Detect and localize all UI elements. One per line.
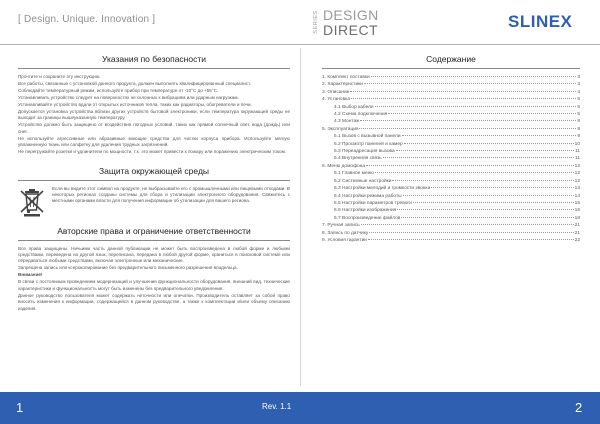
toc-title: Содержание xyxy=(426,54,476,64)
toc-entry-title: 6.5 Настройки параметров тревоги xyxy=(334,200,412,206)
toc-leader-dots xyxy=(361,224,574,225)
toc-leader-dots xyxy=(388,113,576,114)
toc-leader-dots xyxy=(371,76,577,77)
right-page xyxy=(322,52,580,244)
toc-entry[interactable] xyxy=(322,185,580,192)
env-title: Защита окружающей среды xyxy=(98,165,210,176)
toc-entry-title: 5.3 Переадресация вызова xyxy=(334,149,395,155)
toc-entry-title: 1. Комплект поставки xyxy=(322,75,370,80)
toc-entry[interactable] xyxy=(322,170,580,177)
toc-leader-dots xyxy=(369,232,573,233)
toc-entry-page: 14 xyxy=(574,193,580,199)
toc-leader-dots xyxy=(375,106,577,107)
toc-entry-page: 3 xyxy=(577,75,580,80)
paragraph: Данное руководство пользователя может содержать неточности или опечатки. Производитель оставляет за собой право вносить изменения к информации, содержащейся в данном руководстве, а также к комплектации и/или объему описанию изделия. xyxy=(18,292,290,311)
env-text: Если вы видите этот символ на продукте, не выбрасывайте его с промышленными или пищевыми отходами. В некоторых регионах созданы системы для сбора и утилизации электронного оборудования. Свяжитесь с местными органами власти для получения информации об утилизации для вашего региона. xyxy=(52,185,290,204)
toc-leader-dots xyxy=(413,202,574,203)
toc-entry-page: 5 xyxy=(577,104,580,110)
toc-leader-dots xyxy=(392,180,573,181)
toc-entry-page: 8 xyxy=(577,119,580,125)
toc-leader-dots xyxy=(404,143,574,144)
toc-leader-dots xyxy=(383,157,574,158)
paragraph: Устройство должно быть защищено от воздействия погодных условий, таких как прямой солнечный свет, вода (дождь) или снег. xyxy=(18,122,290,134)
toc-entry-title: 9. Условия гарантии xyxy=(322,237,367,243)
toc-entry[interactable] xyxy=(322,222,580,229)
toc-entry[interactable] xyxy=(322,237,580,244)
toc-leader-dots xyxy=(402,135,577,136)
toc-entry-page: 12 xyxy=(574,171,580,177)
paragraph: Запрещена запись или ксерокопирование без предварительного письменного разрешения владельца. xyxy=(18,265,238,271)
tagline: [ Design. Unique. Innovation ] xyxy=(18,14,156,25)
paragraph: Не перегружайте розетки и удлинители по мощности, т.к. это может привести к пожару или поражению электрическим током. xyxy=(18,149,287,155)
toc-entry[interactable] xyxy=(322,155,580,162)
toc-entry[interactable] xyxy=(322,193,580,200)
paragraph: Соблюдайте температурный режим, используйте прибор при температуре от -10°С до +55°С. xyxy=(18,88,219,93)
page-footer xyxy=(0,392,600,424)
toc-entry-title: 6.1 Главное меню xyxy=(334,171,374,177)
toc-entry-page: 9 xyxy=(577,126,580,132)
paragraph: Допускается установка устройства вблизи других устройств бытовой электроники, если температура окружающей среды не выходит за границы вышеуказанную температуру. xyxy=(18,109,290,121)
toc-entry[interactable] xyxy=(322,118,580,125)
toc-entry-page: 21 xyxy=(574,230,580,236)
page-number-right: 2 xyxy=(575,400,583,415)
paragraph: Не используйте агрессивные или абразивные моющие средства для чистки корпуса прибора. Используйте мягкую увлажненную ткань или салфетку для удаления трудных загрязнений. xyxy=(18,135,290,148)
toc-leader-dots xyxy=(359,128,576,129)
toc-entry-title: 2. Характеристики xyxy=(322,82,363,88)
left-page xyxy=(18,52,290,313)
toc-entry-page: 15 xyxy=(574,200,580,206)
toc-entry-title: 4.3 Монтаж xyxy=(334,119,360,125)
toc-entry-page: 5 xyxy=(577,97,580,103)
toc-entry-page: 11 xyxy=(575,156,580,162)
toc-entry-page: 12 xyxy=(574,178,580,184)
toc-entry-title: 4.1 Выбор кабеля xyxy=(334,104,374,110)
toc-entry-title: 4.2 Схема подключения xyxy=(334,112,388,118)
rights-text xyxy=(18,246,290,312)
toc-entry-title: 5. Эксплуатация xyxy=(322,126,359,132)
safety-title-rule xyxy=(18,68,290,69)
paragraph: Прочтите и сохраните эту инструкцию. xyxy=(18,74,101,79)
toc-leader-dots xyxy=(396,150,574,151)
toc-entry[interactable] xyxy=(322,133,580,140)
env-title-rule xyxy=(18,180,290,181)
toc-entry-title: 8. Запись по датчику xyxy=(322,230,369,236)
toc-entry-title: 7. Ручная запись xyxy=(322,223,360,229)
toc-entry-title: 5.1 Вызов с вызывной панели xyxy=(334,134,401,140)
toc-entry[interactable] xyxy=(322,81,580,88)
series-logo xyxy=(311,5,378,39)
toc-entry[interactable] xyxy=(322,111,580,118)
toc-entry-page: 5 xyxy=(577,112,580,118)
toc-entry[interactable] xyxy=(322,215,580,222)
toc-leader-dots xyxy=(403,195,574,196)
toc-entry-page: 11 xyxy=(575,149,580,155)
toc-entry-page: 4 xyxy=(577,89,580,95)
toc-entry-page: 13 xyxy=(574,186,580,192)
toc-entry[interactable] xyxy=(322,126,580,133)
paragraph: В связи с постоянным проведением модернизаций и улучшения функциональности оборудования, внешний вид, технические характеристики и функциональность могут быть изменены без предварительного уведомления. xyxy=(18,279,290,291)
toc-entry[interactable] xyxy=(322,104,580,111)
toc-leader-dots xyxy=(401,217,573,218)
toc-leader-dots xyxy=(368,239,574,240)
toc-leader-dots xyxy=(366,165,574,166)
toc-leader-dots xyxy=(397,209,573,210)
paragraph: Устанавливайте устройство вдали от открытых источников тепла, таких как радиаторы, обогреватели и печи. xyxy=(18,102,252,107)
toc-leader-dots xyxy=(350,91,576,92)
toc-entry[interactable] xyxy=(322,141,580,148)
toc-entry[interactable] xyxy=(322,96,580,103)
toc-title-rule xyxy=(322,68,580,69)
toc-entry-page: 9 xyxy=(577,134,580,140)
safety-title: Указания по безопасности xyxy=(101,54,206,64)
series-vertical-label: SERIES xyxy=(312,10,319,34)
rights-title: Авторские права и ограничение ответственности xyxy=(57,225,251,236)
toc-entry-title: 6.4 Настройки режима работы xyxy=(334,193,402,199)
toc-entry[interactable] xyxy=(322,148,580,155)
toc-entry-page: 3 xyxy=(577,82,580,88)
toc-entry-title: 3. Описание xyxy=(322,89,350,95)
toc-leader-dots xyxy=(375,172,574,173)
toc-entry-title: 6.7 Воспроизведение файлов xyxy=(334,215,401,221)
toc-entry[interactable] xyxy=(322,74,580,81)
toc-entry[interactable] xyxy=(322,89,580,96)
paragraph: Внимание! xyxy=(18,272,43,278)
brand-logo: SLINEX xyxy=(508,12,573,31)
toc-entry-page: 12 xyxy=(574,163,580,169)
toc-list xyxy=(322,74,580,244)
page-header xyxy=(0,0,600,46)
toc-leader-dots xyxy=(351,98,576,99)
safety-text xyxy=(18,74,290,156)
paragraph: Все права защищены. Ничьими часть данной публикации не может быть воспроизведена в любой форме и любыми средствами, переведена на другой язык, переписана, передана в любой другой форме, храниться в поисковой системе или передаваться любыми средствами, включая электронные или механические. xyxy=(18,245,290,264)
rights-title-rule xyxy=(18,240,290,241)
toc-entry-title: 4. Установка xyxy=(322,97,351,103)
toc-entry-title: 6.6 Настройки изображения xyxy=(334,208,397,214)
toc-entry-title: 6.2 Системные настройки xyxy=(334,178,392,184)
toc-leader-dots xyxy=(364,83,576,84)
env-section xyxy=(18,186,290,218)
toc-entry[interactable] xyxy=(322,230,580,237)
toc-entry-page: 21 xyxy=(574,223,580,229)
toc-entry-page: 16 xyxy=(574,208,580,214)
toc-entry[interactable] xyxy=(322,178,580,185)
revision-label: Rev. 1.1 xyxy=(262,402,292,411)
column-divider xyxy=(300,48,301,386)
toc-entry-title: 6.3 Настройки мелодий и громкости звонка xyxy=(334,186,431,192)
series-direct-text: DIRECT xyxy=(323,21,379,38)
toc-entry-title: 6. Меню домофона xyxy=(322,163,365,169)
toc-leader-dots xyxy=(360,120,576,121)
toc-entry[interactable] xyxy=(322,207,580,214)
paragraph: Все работы, связанные с установкой данного продукта, должен выполнять квалифицированный специалист. xyxy=(18,81,251,86)
toc-entry[interactable] xyxy=(322,200,580,207)
toc-entry-title: 5.4 Внутренняя связь xyxy=(334,156,382,162)
paragraph: Устанавливать устройство следует на поверхностях не склонных к вибрациям или ударным нагрузкам. xyxy=(18,95,239,100)
page-number-left: 1 xyxy=(16,400,24,415)
series-design-text: DESIGN xyxy=(323,6,379,23)
header-divider xyxy=(0,44,600,45)
crossed-bin-icon xyxy=(18,188,46,218)
toc-entry-page: 10 xyxy=(574,141,580,147)
toc-entry-page: 18 xyxy=(574,215,580,221)
toc-leader-dots xyxy=(431,187,573,188)
toc-entry-page: 22 xyxy=(574,237,580,243)
toc-entry[interactable] xyxy=(322,163,580,170)
toc-entry-title: 5.2 Просмотр панелей и камер xyxy=(334,141,403,147)
